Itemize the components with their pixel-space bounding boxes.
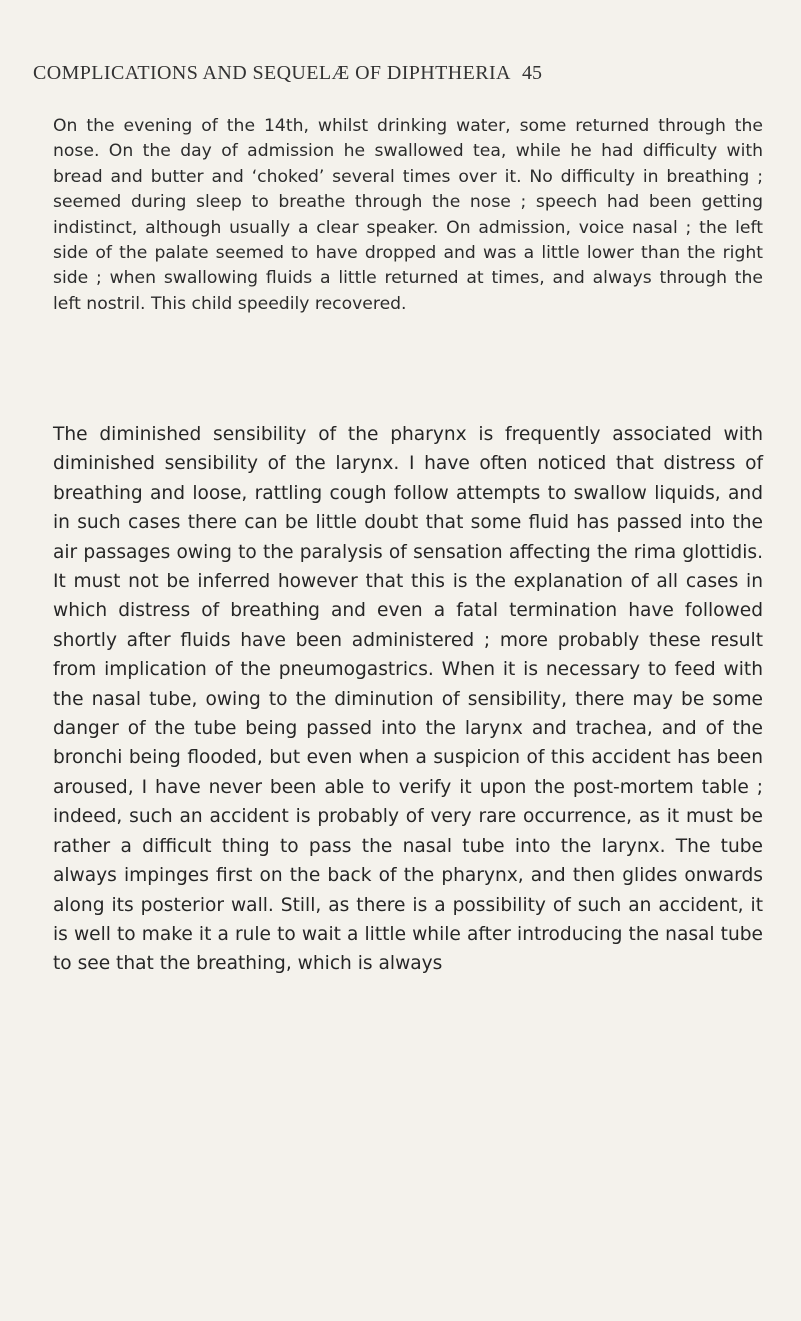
main-paragraph: The diminished sensibility of the pharynx is frequently associated with diminished sensibility of the larynx. I have often noticed that distress of breathing and loose, rattling cough follow attempts to swallow liquids, and in such cases there can be little doubt that some fluid has passed into the air passages owing to the paralysis of sensation affecting the rima glottidis. It must not be inferred however that this is the explanation of all cases in which distress of breathing and even a fatal termination have followed shortly after fluids have been administered ; more probably these result from implication of the pneumogastrics. When it is necessary to feed with the nasal tube, owing to the diminution of sensibility, there may be some danger of the tube being passed into the larynx and trachea, and of the bronchi being flooded, but even when a suspicion of this accident has been aroused, I have never been able to verify it upon the post-mortem table ; indeed, such an accident is probably of very rare occurrence, as it must be rather a difficult thing to pass the nasal tube into the larynx. The tube always impinges first on the back of the pharynx, and then glides onwards along its posterior wall. Still, as there is a possibility of such an accident, it is well to make it a rule to wait a little while after introducing the nasal tube to see that the breathing, which is always (53, 424, 763, 975)
case-note-paragraph: On the evening of the 14th, whilst drinking water, some returned through the nose. On the day of admission he swallowed tea, while he had difficulty with bread and butter and ‘choked’ several times over it. No difficulty in breathing ; seemed during sleep to breathe through the nose ; speech had been getting indistinct, although usually a clear speaker. On admission, voice nasal ; the left side of the palate seemed to have dropped and was a little lower than the right side ; when swallowing fluids a little returned at times, and always through the left nostril. This child speedily recovered. (53, 116, 763, 314)
page-number: 45 (521, 62, 542, 84)
running-header (33, 62, 773, 85)
header-title: COMPLICATIONS AND SEQUELÆ OF DIPHTHERIA (33, 62, 511, 84)
